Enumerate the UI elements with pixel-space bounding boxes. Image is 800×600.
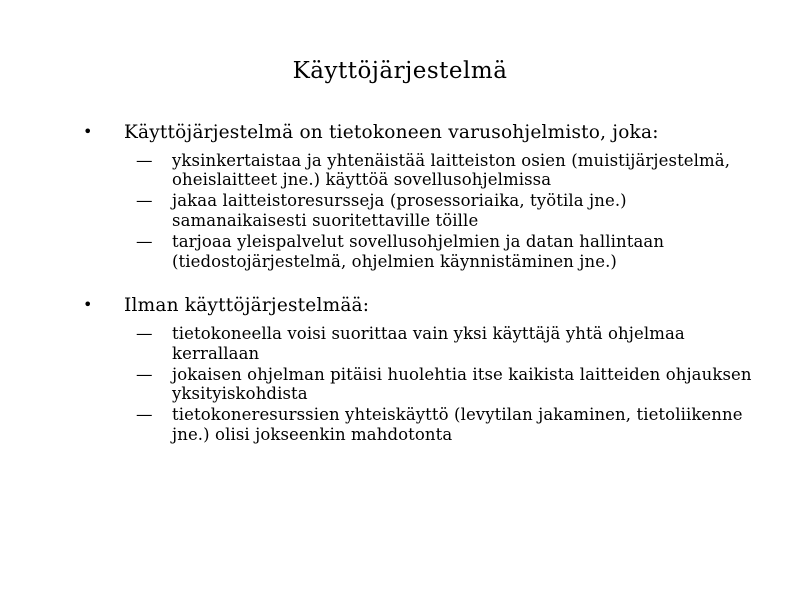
sub-bullet-list (74, 324, 764, 445)
sub-bullet-item (74, 405, 764, 445)
dash-glyph: — (136, 150, 153, 170)
sub-bullet-text: jokaisen ohjelman pitäisi huolehtia itse kaikista laitteiden ohjauksen yksityiskohdista (172, 364, 752, 404)
slide-content (74, 122, 764, 457)
bullet-text: Ilman käyttöjärjestelmää: (124, 295, 370, 317)
dash-glyph: — (136, 323, 153, 343)
sub-bullet-text: tarjoaa yleispalvelut sovellusohjelmien ja datan hallintaan (tiedostojärjestelmä, ohjelmien käynnistäminen jne.) (172, 231, 665, 271)
sub-bullet-text: jakaa laitteistoresursseja (prosessoriaika, työtila jne.) samanaikaisesti suoritettaville töille (172, 191, 627, 230)
sub-bullet-item (74, 365, 764, 405)
bullet-text: Käyttöjärjestelmä on tietokoneen varusohjelmisto, joka: (124, 122, 659, 143)
sub-bullet-item (74, 151, 764, 191)
sub-bullet-item (74, 191, 764, 231)
sub-bullet-text: yksinkertaistaa ja yhtenäistää laitteiston osien (muistijärjestelmä, oheislaitteet jne.) käyttöä sovellusohjelmissa (172, 150, 731, 190)
sub-bullet-item (74, 324, 764, 364)
dash-glyph: — (136, 405, 153, 425)
sub-bullet-item (74, 232, 764, 272)
bullet-glyph: • (83, 295, 93, 315)
dash-glyph: — (136, 191, 153, 211)
sub-bullet-list (74, 151, 764, 272)
page-title: Käyttöjärjestelmä (292, 58, 508, 84)
bullet-item (74, 295, 764, 318)
sub-bullet-text: tietokoneresurssien yhteiskäyttö (levytilan jakaminen, tietoliikenne jne.) olisi jokseenkin mahdotonta (172, 405, 743, 444)
sub-bullet-text: tietokoneella voisi suorittaa vain yksi käyttäjä yhtä ohjelmaa kerrallaan (172, 323, 685, 363)
dash-glyph: — (136, 364, 153, 384)
bullet-item (74, 122, 764, 145)
dash-glyph: — (136, 231, 153, 251)
spacer (74, 283, 764, 295)
bullet-glyph: • (83, 122, 93, 141)
